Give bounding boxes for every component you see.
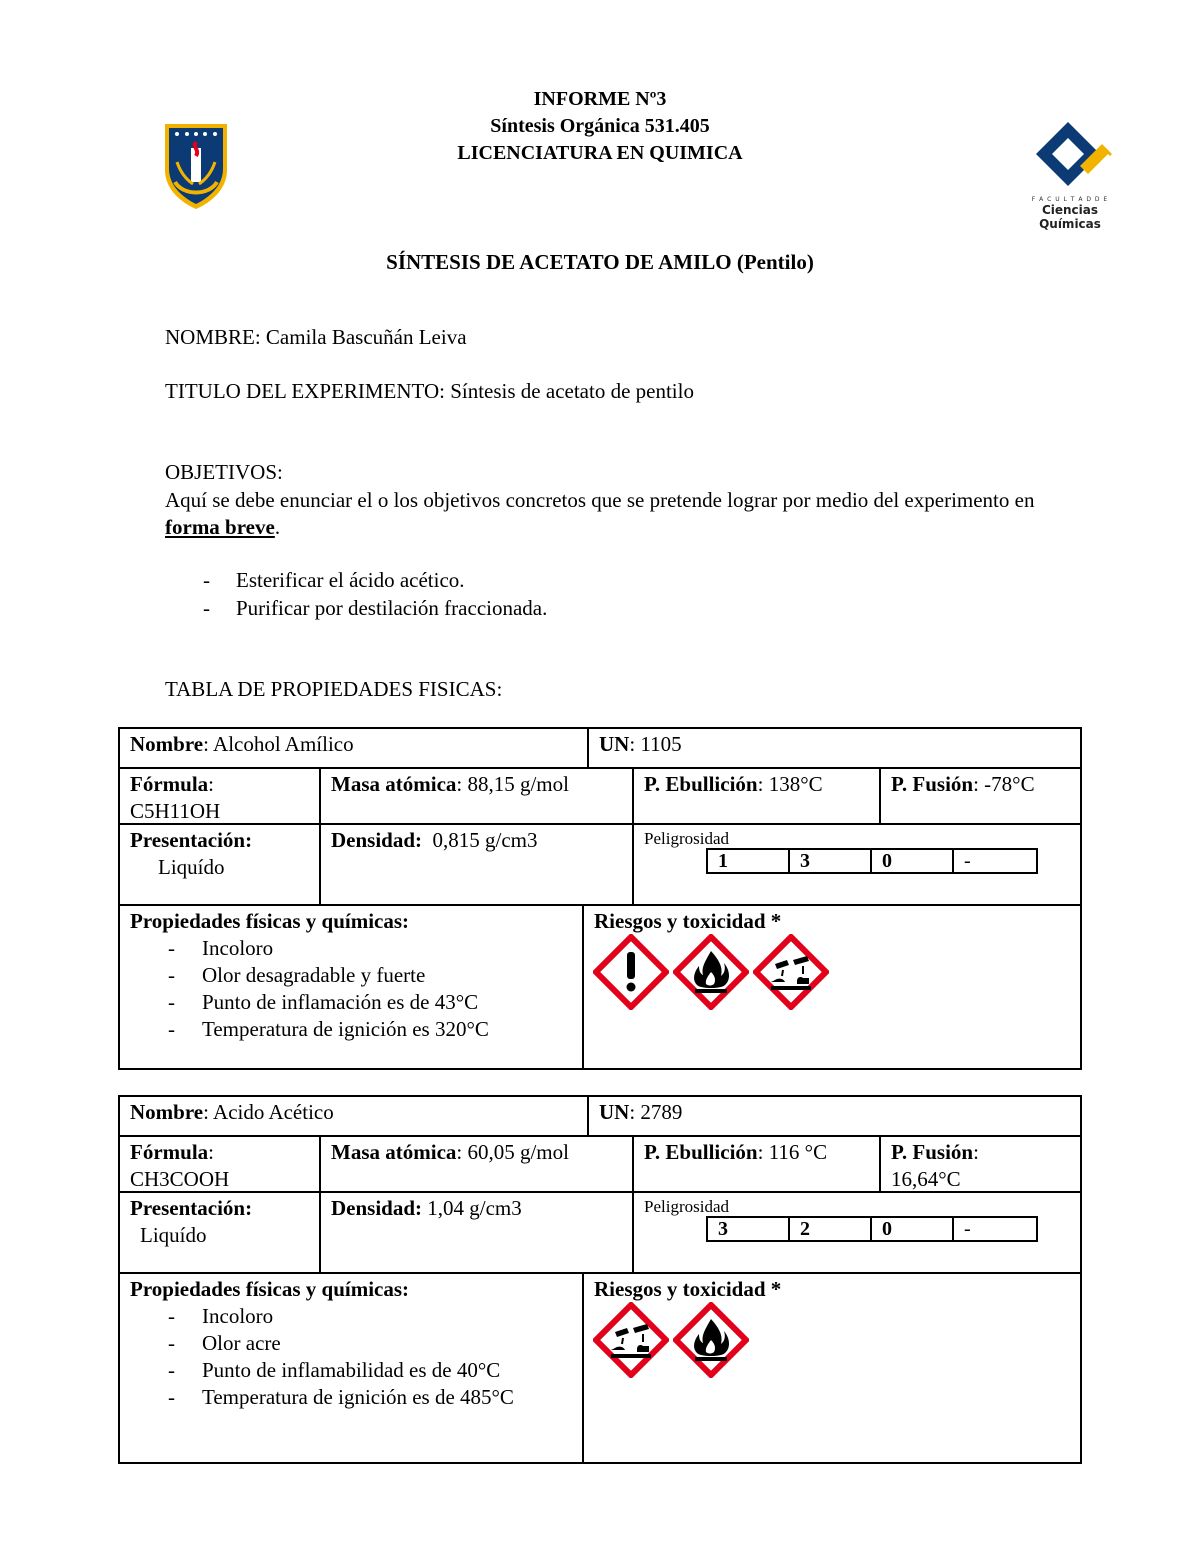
hazard-reactivity: 0 [872,1218,954,1240]
melting-point-cell: P. Fusión: 16,64°C [891,1140,979,1191]
presentation-cell: Presentación: Liquído [130,828,253,879]
density-cell: Densidad: 1,04 g/cm3 [331,1196,522,1220]
formula-cell: Fórmula: C5H11OH [130,772,221,823]
bullet-dash: - [203,596,210,620]
objectives-emphasis: forma breve [165,515,275,539]
properties-heading: Propiedades físicas y químicas: [130,909,410,933]
hazard-rating-cell: Peligrosidad [644,829,729,848]
faculty-logo [1010,120,1130,231]
atomic-mass-cell: Masa atómica: 88,15 g/mol [331,772,569,796]
compound-name: Nombre: Acido Acético [130,1100,334,1124]
list-item: - Olor desagradable y fuerte [168,963,426,987]
experiment-title: TITULO DEL EXPERIMENTO: Síntesis de acetato de pentilo [165,379,694,403]
faculty-logo-mark [1010,120,1130,190]
hazard-rating-cell: Peligrosidad [644,1197,729,1216]
compound-table [118,727,1082,1070]
objective-item: Esterificar el ácido acético. [236,568,465,592]
list-item: - Punto de inflamabilidad es de 40°C [168,1358,501,1382]
hazard-special: - [964,850,971,872]
corrosion-pictogram-icon [753,934,829,1010]
compound-table [118,1095,1082,1464]
objectives-period: . [274,515,281,539]
risks-cell: Riesgos y toxicidad * [594,1277,782,1301]
hazard-health: 3 [708,1218,790,1240]
list-item: - Incoloro [168,936,274,960]
un-number: UN: 2789 [599,1100,683,1124]
hazard-flammability: 3 [790,850,872,872]
list-item: - Incoloro [168,1304,274,1328]
boiling-point-cell: P. Ebullición: 138°C [644,772,823,796]
corrosion-pictogram-icon [593,1302,669,1378]
student-name: NOMBRE: Camila Bascuñán Leiva [165,325,467,349]
table-heading: TABLA DE PROPIEDADES FISICAS: [165,677,503,701]
ghs-pictograms [593,1302,749,1378]
properties-cell [120,906,582,1045]
hazard-special: - [964,1218,971,1240]
flame-pictogram-icon [673,1302,749,1378]
objectives-heading: OBJETIVOS: [165,460,283,484]
faculty-logo-name: Ciencias Químicas [1039,203,1101,231]
objective-item: Purificar por destilación fraccionada. [236,596,548,620]
hazard-rating-boxes [706,848,1038,874]
hazard-reactivity: 0 [872,850,954,872]
un-number: UN: 1105 [599,732,682,756]
list-item: - Olor acre [168,1331,281,1355]
faculty-logo-top-text: F A C U L T A D D E [1031,196,1109,203]
atomic-mass-cell: Masa atómica: 60,05 g/mol [331,1140,569,1164]
list-item: - Temperatura de ignición es de 485°C [168,1385,514,1409]
report-number: INFORME Nº3 [533,88,667,110]
hazard-health: 1 [708,850,790,872]
exclamation-pictogram-icon [593,934,669,1010]
boiling-point-cell: P. Ebullición: 116 °C [644,1140,828,1164]
list-item: - Punto de inflamación es de 43°C [168,990,479,1014]
bullet-dash: - [203,568,210,592]
formula-cell: Fórmula: CH3COOH [130,1140,230,1191]
risks-cell: Riesgos y toxicidad * [594,909,782,933]
objectives-text: Aquí se debe enunciar el o los objetivos concretos que se pretende lograr por medio del experimento en [165,488,1035,512]
ghs-pictograms [593,934,829,1010]
properties-cell [120,1274,582,1413]
document-title: SÍNTESIS DE ACETATO DE AMILO (Pentilo) [386,250,814,274]
density-cell: Densidad: 0,815 g/cm3 [331,828,538,852]
presentation-cell: Presentación: Liquído [130,1196,253,1247]
hazard-rating-boxes [706,1216,1038,1242]
university-shield-logo [163,122,229,210]
flame-pictogram-icon [673,934,749,1010]
hazard-flammability: 2 [790,1218,872,1240]
list-item: - Temperatura de ignición es 320°C [168,1017,489,1041]
objectives-description [165,487,1065,541]
compound-name: Nombre: Alcohol Amílico [130,732,354,756]
program-name: LICENCIATURA EN QUIMICA [457,142,743,164]
course-name: Síntesis Orgánica 531.405 [490,115,710,137]
melting-point-cell: P. Fusión: -78°C [891,772,1035,796]
properties-heading: Propiedades físicas y químicas: [130,1277,410,1301]
